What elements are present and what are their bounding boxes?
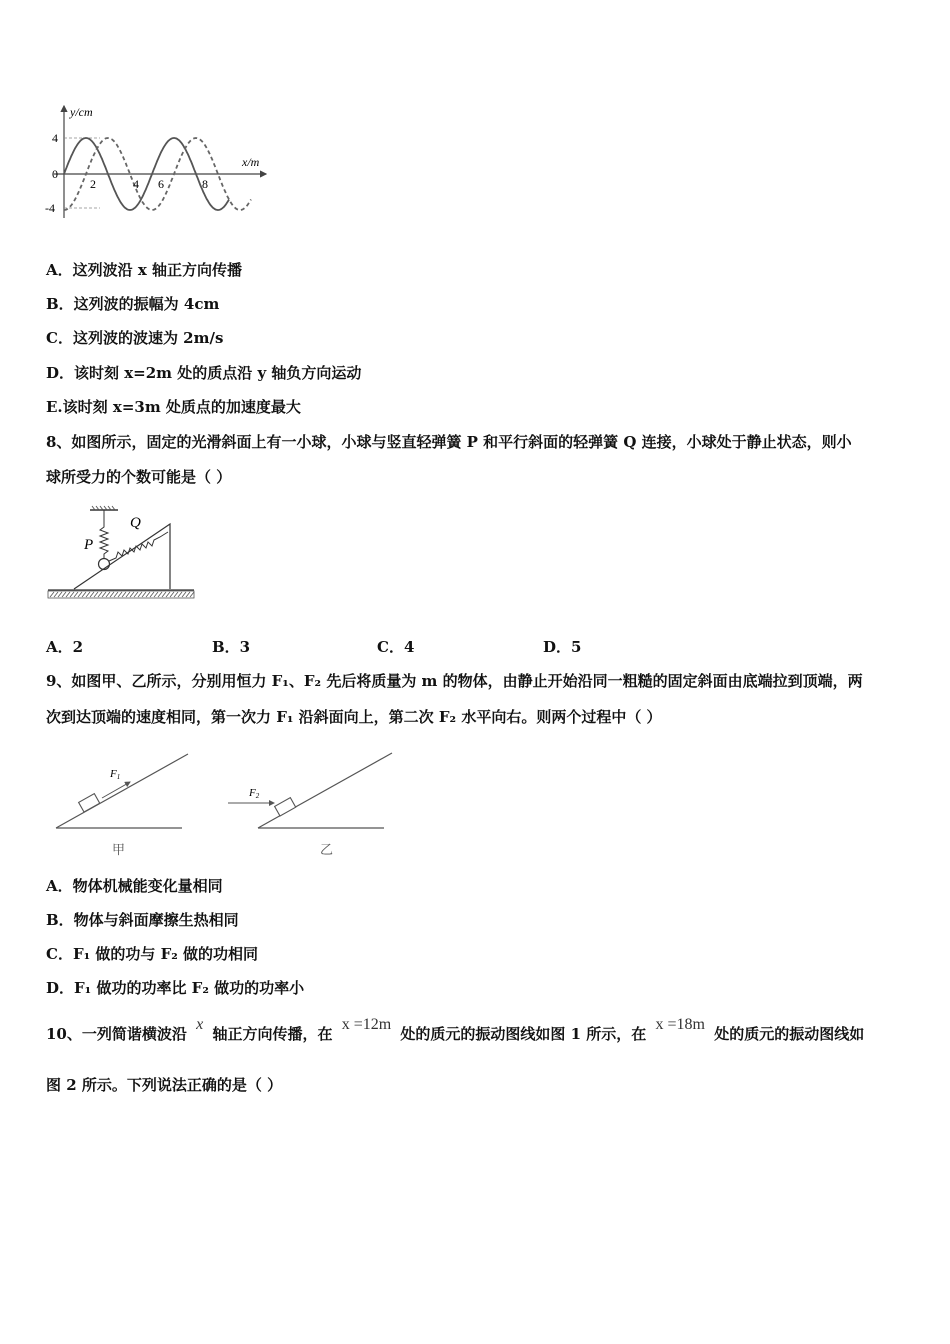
q8-option-c: C．4 bbox=[377, 638, 415, 656]
wave-graph bbox=[40, 100, 280, 225]
spring-q-label: Q bbox=[130, 515, 141, 531]
block-yi bbox=[275, 798, 296, 816]
incline bbox=[74, 524, 170, 589]
q10-stem-line1 bbox=[46, 1016, 865, 1045]
q7-option-a: A．这列波沿 x 轴正方向传播 bbox=[46, 261, 243, 279]
x-tick-6: 6 bbox=[158, 177, 164, 191]
block-jia bbox=[79, 794, 100, 812]
q7-option-c: C．这列波的波速为 2m/s bbox=[46, 329, 224, 347]
q8-stem-line2: 球所受力的个数可能是（ ） bbox=[46, 468, 232, 486]
incline-forces-figure bbox=[50, 748, 400, 860]
q10-math-18m: x =18m bbox=[655, 1016, 705, 1033]
q9-option-b: B．物体与斜面摩擦生热相同 bbox=[46, 911, 239, 929]
x-tick-8: 8 bbox=[202, 177, 208, 191]
q7-option-e: E.该时刻 x=3m 处质点的加速度最大 bbox=[46, 398, 301, 416]
q9-option-d: D．F₁ 做功的功率比 F₂ 做功的功率小 bbox=[46, 979, 305, 997]
x-tick-4: 4 bbox=[133, 177, 139, 191]
q8-option-a: A．2 bbox=[46, 638, 84, 656]
force-f1-label: F1 bbox=[110, 768, 121, 781]
force-f2-label: F2 bbox=[249, 787, 260, 800]
q10-part3: 处的质元的振动图线如图 1 所示，在 bbox=[400, 1025, 647, 1043]
spring-p-label: P bbox=[84, 537, 94, 553]
q10-part4: 处的质元的振动图线如 bbox=[714, 1025, 865, 1043]
caption-jia: 甲 bbox=[112, 843, 126, 858]
q10-part1: 10、一列简谐横波沿 bbox=[46, 1025, 187, 1043]
y-tick-0: 0 bbox=[52, 167, 58, 181]
x-tick-2: 2 bbox=[90, 177, 96, 191]
q9-stem-line1: 9、如图甲、乙所示，分别用恒力 F₁、F₂ 先后将质量为 m 的物体，由静止开始沿同一粗糙的固定斜面由底端拉到顶端，两 bbox=[46, 672, 863, 690]
q10-math-x: x bbox=[196, 1016, 204, 1033]
q8-option-b: B．3 bbox=[212, 638, 251, 656]
q7-option-b: B．这列波的振幅为 4cm bbox=[46, 295, 220, 313]
y-tick-neg4: -4 bbox=[45, 201, 55, 215]
y-axis-label: y/cm bbox=[70, 105, 93, 119]
q9-option-a: A．物体机械能变化量相同 bbox=[46, 877, 223, 895]
ball bbox=[99, 559, 110, 570]
incline-spring-figure bbox=[44, 505, 204, 605]
y-tick-4: 4 bbox=[52, 131, 58, 145]
spring-p bbox=[100, 510, 108, 559]
spring-q bbox=[109, 532, 168, 561]
q7-option-d: D．该时刻 x=2m 处的质点沿 y 轴负方向运动 bbox=[46, 364, 362, 382]
x-axis-label: x/m bbox=[242, 155, 260, 169]
q9-option-c: C．F₁ 做的功与 F₂ 做的功相同 bbox=[46, 945, 259, 963]
caption-yi: 乙 bbox=[320, 843, 334, 858]
q10-part2: 轴正方向传播，在 bbox=[212, 1025, 333, 1043]
q8-option-d: D．5 bbox=[543, 638, 582, 656]
q9-stem-line2: 次到达顶端的速度相同，第一次力 F₁ 沿斜面向上，第二次 F₂ 水平向右。则两个过程中（ ） bbox=[46, 708, 662, 726]
q8-stem-line1: 8、如图所示，固定的光滑斜面上有一小球，小球与竖直轻弹簧 P 和平行斜面的轻弹簧 Q 连接，小球处于静止状态，则小 bbox=[46, 433, 852, 451]
q10-stem-line2: 图 2 所示。下列说法正确的是（ ） bbox=[46, 1076, 283, 1094]
q10-math-12m: x =12m bbox=[341, 1016, 392, 1033]
